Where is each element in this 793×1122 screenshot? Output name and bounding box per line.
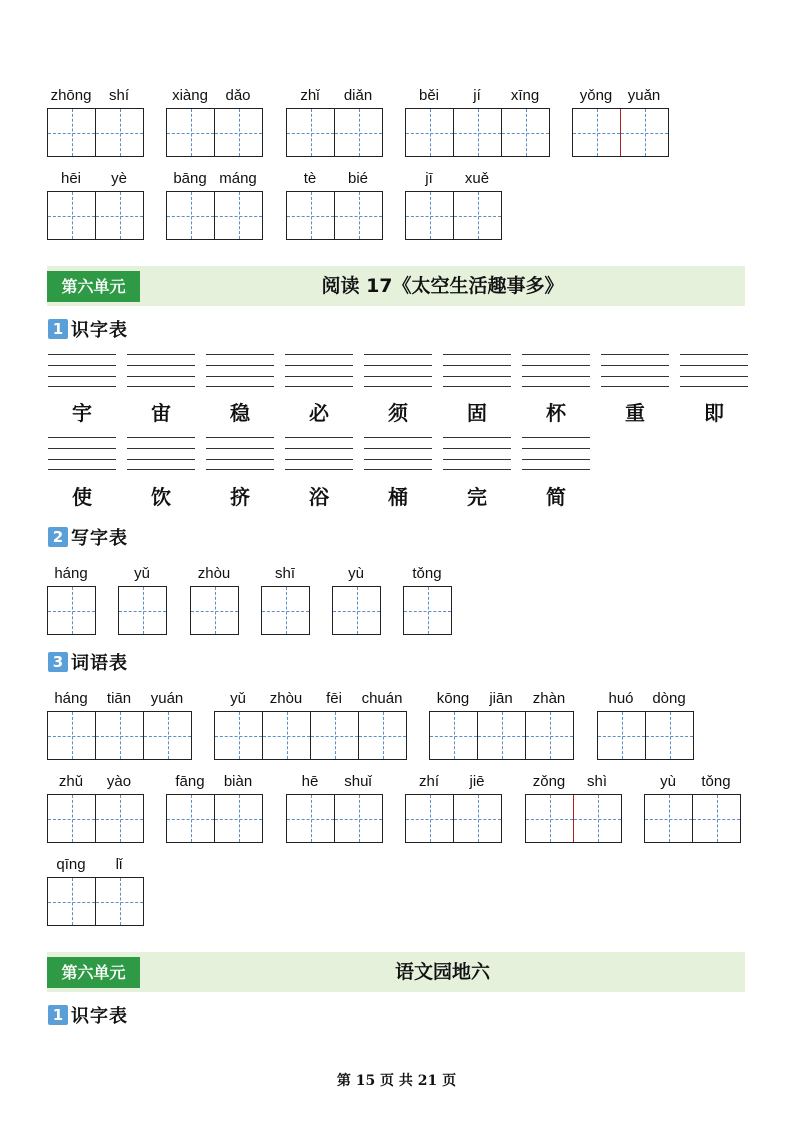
write-item [261, 565, 310, 635]
pinyin: fēi [326, 690, 342, 707]
pinyin: huó [608, 690, 634, 707]
word-group [166, 87, 263, 157]
writing-cell[interactable] [48, 795, 95, 842]
pinyin: qīng [56, 856, 86, 873]
write-item [118, 565, 167, 635]
writing-cell[interactable] [95, 712, 143, 759]
pinyin-lines[interactable] [127, 437, 195, 469]
writing-cell[interactable] [167, 109, 214, 156]
pinyin: yuán [150, 690, 184, 707]
pinyin: jiān [489, 690, 513, 707]
pinyin-lines[interactable] [522, 437, 590, 469]
writing-cell[interactable] [214, 192, 262, 239]
lesson-title: 阅读 17《太空生活趣事多》 [321, 275, 564, 297]
hanzi: 使 [72, 485, 92, 509]
pinyin: háng [54, 690, 88, 707]
writing-cell[interactable] [501, 109, 549, 156]
pinyin-lines[interactable] [127, 354, 195, 386]
pinyin: máng [219, 170, 257, 187]
writing-cell[interactable] [287, 795, 334, 842]
writing-cell[interactable] [645, 712, 693, 759]
writing-cell[interactable] [645, 795, 692, 842]
section-title: 识字表 [71, 1006, 128, 1027]
pinyin: dòng [652, 690, 686, 707]
pinyin: biàn [223, 773, 253, 790]
hanzi: 挤 [230, 485, 250, 509]
word-group [47, 87, 144, 157]
pinyin: hēi [60, 170, 82, 187]
writing-cell[interactable] [453, 795, 501, 842]
hanzi: 宇 [72, 401, 92, 425]
section-heading-recognize [48, 1004, 128, 1026]
pinyin: yào [106, 773, 132, 790]
word-group [405, 87, 550, 157]
word-group [47, 773, 144, 843]
section-number-badge: 1 [48, 319, 68, 339]
pinyin: lǐ [115, 856, 123, 873]
pinyin-lines[interactable] [601, 354, 669, 386]
section-heading-words [48, 651, 128, 673]
writing-cell[interactable] [48, 712, 95, 759]
hanzi: 桶 [388, 485, 408, 509]
writing-cell[interactable] [95, 795, 143, 842]
writing-cell[interactable] [214, 795, 262, 842]
writing-cell[interactable] [453, 109, 501, 156]
word-group [405, 773, 502, 843]
section-heading-write [48, 526, 128, 548]
pinyin: zhòu [197, 565, 231, 582]
writing-cell[interactable] [262, 587, 309, 634]
pinyin-lines[interactable] [206, 437, 274, 469]
unit-tag: 第六单元 [47, 957, 140, 988]
writing-cell[interactable] [477, 712, 525, 759]
pinyin: yè [111, 170, 127, 187]
pinyin: shī [274, 565, 295, 582]
writing-cell[interactable] [191, 587, 238, 634]
write-item [47, 565, 96, 635]
writing-cell[interactable] [167, 795, 214, 842]
word-group [166, 170, 263, 240]
word-group [47, 690, 192, 760]
pinyin: fāng [175, 773, 205, 790]
section-title: 写字表 [71, 528, 128, 549]
pinyin: jiē [469, 773, 485, 790]
pinyin: hē [301, 773, 319, 790]
pinyin: xīng [510, 87, 540, 104]
pinyin: zhí [418, 773, 439, 790]
writing-cell[interactable] [95, 878, 143, 925]
pinyin-lines[interactable] [285, 437, 353, 469]
pinyin: tǒng [412, 565, 442, 582]
pinyin: jí [473, 87, 481, 104]
pinyin: yǒng [579, 87, 613, 104]
pinyin: shuǐ [344, 773, 372, 790]
pinyin: zhǔ [58, 773, 84, 790]
writing-cell[interactable] [48, 192, 95, 239]
pinyin: bāng [173, 170, 207, 187]
word-group [286, 170, 383, 240]
pinyin: dǎo [225, 87, 251, 104]
pinyin: tè [303, 170, 317, 187]
hanzi: 浴 [309, 485, 329, 509]
writing-cell[interactable] [406, 795, 453, 842]
writing-cell[interactable] [358, 712, 406, 759]
write-item [332, 565, 381, 635]
pinyin: zhǐ [300, 87, 320, 104]
word-group [525, 773, 622, 843]
pinyin: bié [347, 170, 369, 187]
pinyin: xuě [464, 170, 490, 187]
hanzi: 宙 [151, 401, 171, 425]
writing-cell[interactable] [48, 587, 95, 634]
writing-cell[interactable] [95, 109, 143, 156]
hanzi: 稳 [230, 401, 250, 425]
section-heading-recognize [48, 318, 128, 340]
page-footer: 第 15 页 共 21 页 [336, 1073, 457, 1089]
writing-cell[interactable] [406, 192, 453, 239]
writing-cell[interactable] [692, 795, 740, 842]
pinyin-lines[interactable] [206, 354, 274, 386]
hanzi: 饮 [151, 485, 171, 509]
pinyin: tiān [106, 690, 132, 707]
lesson-banner [47, 952, 745, 992]
pinyin: tǒng [701, 773, 731, 790]
pinyin-lines[interactable] [522, 354, 590, 386]
writing-cell[interactable] [214, 109, 262, 156]
writing-cell[interactable] [430, 712, 477, 759]
pinyin-lines[interactable] [48, 437, 116, 469]
writing-cell[interactable] [262, 712, 310, 759]
pinyin: jī [425, 170, 433, 187]
pinyin: yù [660, 773, 676, 790]
write-item [403, 565, 452, 635]
pinyin-lines[interactable] [364, 437, 432, 469]
hanzi: 固 [467, 401, 487, 425]
writing-cell[interactable] [334, 192, 382, 239]
hanzi: 须 [388, 401, 408, 425]
writing-cell[interactable] [48, 878, 95, 925]
word-group [286, 773, 383, 843]
pinyin-lines[interactable] [285, 354, 353, 386]
pinyin: yǔ [230, 690, 246, 707]
writing-cell[interactable] [525, 712, 573, 759]
word-group [166, 773, 263, 843]
lesson-banner [47, 266, 745, 306]
writing-cell[interactable] [406, 109, 453, 156]
hanzi: 即 [704, 401, 724, 425]
writing-cell[interactable] [333, 587, 380, 634]
writing-cell[interactable] [620, 109, 668, 156]
pinyin: shì [586, 773, 607, 790]
writing-cell[interactable] [167, 192, 214, 239]
pinyin: háng [54, 565, 88, 582]
writing-cell[interactable] [143, 712, 191, 759]
pinyin: běi [418, 87, 440, 104]
pinyin-lines[interactable] [48, 354, 116, 386]
writing-cell[interactable] [95, 192, 143, 239]
writing-cell[interactable] [598, 712, 645, 759]
writing-cell[interactable] [48, 109, 95, 156]
section-number-badge: 1 [48, 1005, 68, 1025]
pinyin: yuǎn [627, 87, 661, 104]
pinyin: yǔ [134, 565, 150, 582]
pinyin: zhōng [50, 87, 92, 104]
word-group [597, 690, 694, 760]
write-item [190, 565, 239, 635]
writing-cell[interactable] [526, 795, 573, 842]
pinyin: yù [348, 565, 364, 582]
hanzi: 重 [625, 401, 645, 425]
section-title: 词语表 [71, 653, 128, 674]
writing-cell[interactable] [215, 712, 262, 759]
word-group [286, 87, 383, 157]
word-group [572, 87, 669, 157]
writing-cell[interactable] [287, 192, 334, 239]
pinyin: chuán [361, 690, 403, 707]
pinyin-lines[interactable] [364, 354, 432, 386]
pinyin-lines[interactable] [443, 437, 511, 469]
lesson-title: 语文园地六 [394, 961, 490, 983]
word-group [429, 690, 574, 760]
pinyin: kōng [436, 690, 470, 707]
word-group [47, 170, 144, 240]
word-group [644, 773, 741, 843]
pinyin: xiàng [172, 87, 208, 104]
hanzi: 杯 [546, 401, 566, 425]
hanzi: 必 [309, 401, 329, 425]
pinyin: shí [108, 87, 129, 104]
writing-cell[interactable] [334, 795, 382, 842]
writing-cell[interactable] [334, 109, 382, 156]
section-title: 识字表 [71, 320, 128, 341]
writing-cell[interactable] [453, 192, 501, 239]
pinyin: zhòu [269, 690, 303, 707]
hanzi: 简 [546, 485, 566, 509]
pinyin: diǎn [343, 87, 373, 104]
pinyin: zhàn [532, 690, 566, 707]
section-number-badge: 3 [48, 652, 68, 672]
unit-tag: 第六单元 [47, 271, 140, 302]
writing-cell[interactable] [573, 795, 621, 842]
writing-cell[interactable] [119, 587, 166, 634]
writing-cell[interactable] [404, 587, 451, 634]
writing-cell[interactable] [573, 109, 620, 156]
pinyin-lines[interactable] [680, 354, 748, 386]
word-group [405, 170, 502, 240]
word-group [47, 856, 144, 926]
writing-cell[interactable] [310, 712, 358, 759]
pinyin-lines[interactable] [443, 354, 511, 386]
word-group [214, 690, 407, 760]
pinyin: zǒng [532, 773, 566, 790]
hanzi: 完 [467, 485, 487, 509]
writing-cell[interactable] [287, 109, 334, 156]
section-number-badge: 2 [48, 527, 68, 547]
